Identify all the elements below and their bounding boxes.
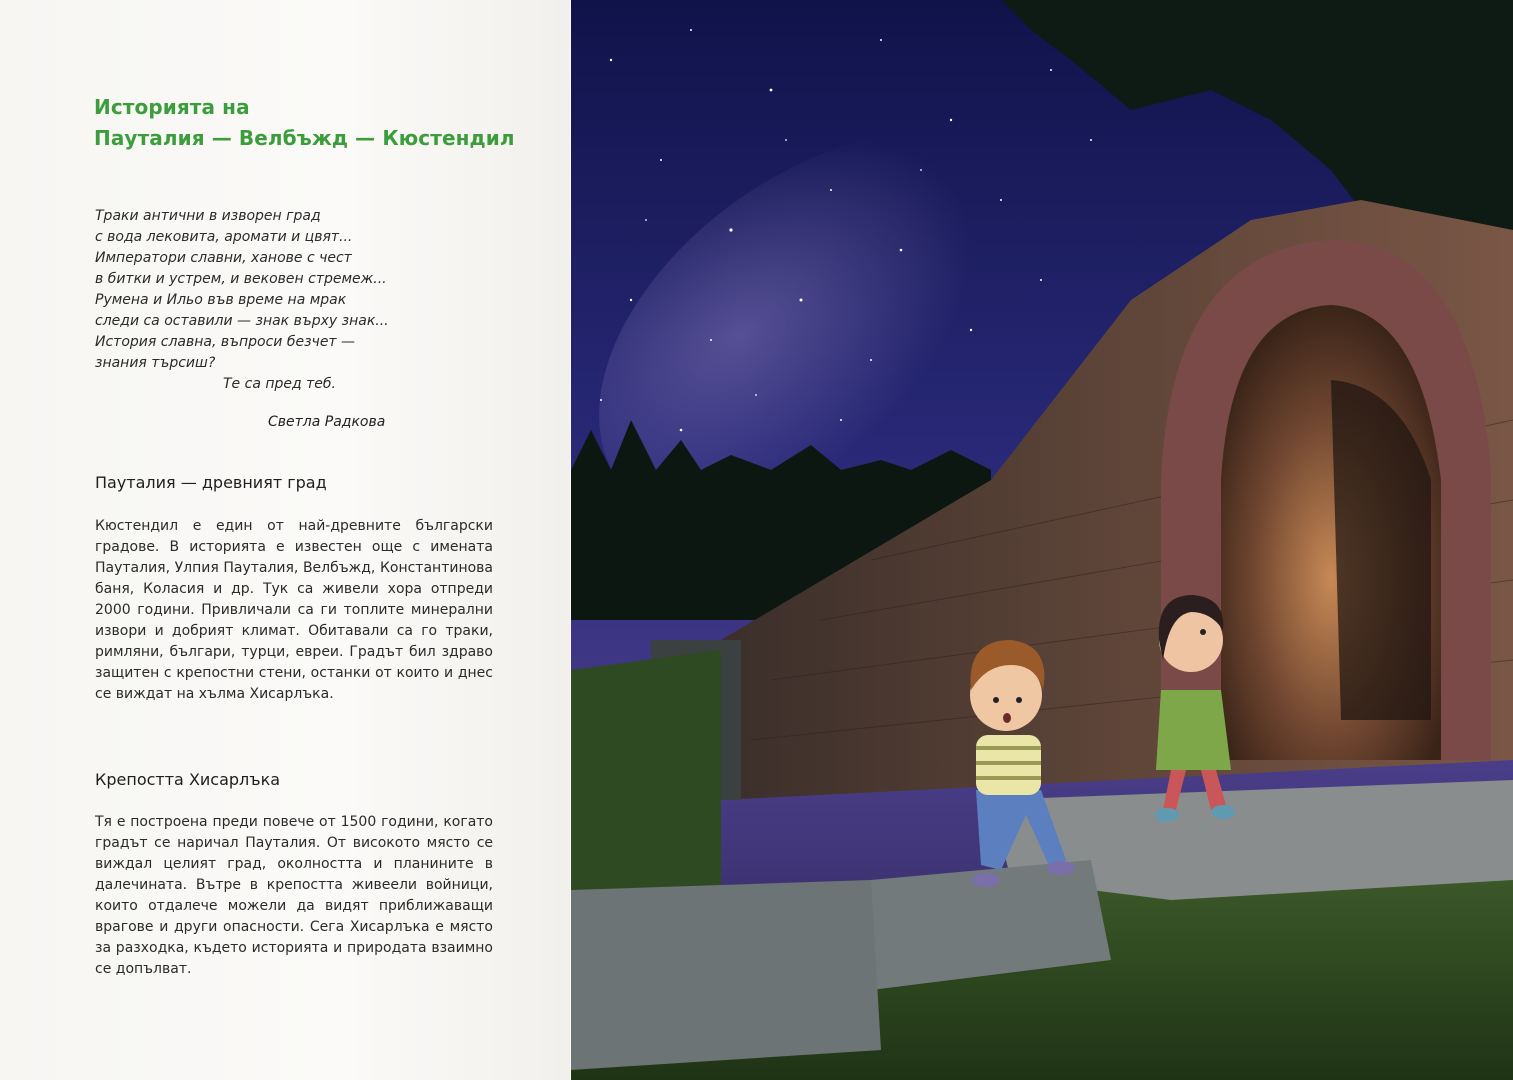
section-text-pautalia: Кюстендил е един от най-древните български градове. В историята е известен още с имената Пауталия, Улпия Пауталия, Велбъжд, Константинова баня, Коласия и др. Тук са живели хора отпреди 2000 години. Привличали са ги топлите минерални извори и добрият климат. Обитавали са го траки, римляни, българи, турци, евреи. Градът бил здраво защитен с крепостни стени, останки от които и днес се виждат на хълма Хисарлъка. bbox=[95, 518, 493, 702]
left-page bbox=[0, 0, 570, 1080]
poem-line: Императори славни, ханове с чест bbox=[95, 250, 352, 266]
poem-author: Светла Радкова bbox=[268, 414, 386, 430]
poem-last-line: Те са пред теб. bbox=[223, 376, 336, 392]
poem-line: История славна, въпроси безчет — bbox=[95, 334, 356, 350]
poem-line: знания търсиш? bbox=[95, 355, 216, 371]
poem-line: Траки антични в изворен град bbox=[95, 208, 321, 224]
fortress-night-illustration bbox=[571, 0, 1513, 1080]
poem-line: следи са оставили — знак върху знак... bbox=[95, 313, 389, 329]
section-text-hisarlaka: Тя е построена преди повече от 1500 години, когато градът се наричал Пауталия. От високото място се виждал целият град, околността и планините в далечината. Вътре в крепостта живеели войници, които отдалече можели да видят приближаващи врагове и други опасности. Сега Хисарлъка е място за разходка, където историята и природата взаимно се допълват. bbox=[95, 814, 493, 977]
page-title bbox=[94, 92, 534, 154]
title-line-1: Историята на bbox=[94, 95, 250, 119]
poem-line: Румена и Ильо във време на мрак bbox=[95, 292, 347, 308]
poem-line: с вода лековита, аромати и цвят... bbox=[95, 229, 353, 245]
poem bbox=[95, 206, 455, 395]
section-heading-pautalia: Пауталия — древният град bbox=[95, 473, 327, 492]
section-heading-hisarlaka: Крепостта Хисарлъка bbox=[95, 770, 281, 789]
title-line-2: Пауталия — Велбъжд — Кюстендил bbox=[94, 126, 515, 150]
stone-path bbox=[571, 880, 881, 1070]
poem-line: в битки и устрем, и вековен стремеж... bbox=[95, 271, 387, 287]
illustration-page bbox=[571, 0, 1513, 1080]
